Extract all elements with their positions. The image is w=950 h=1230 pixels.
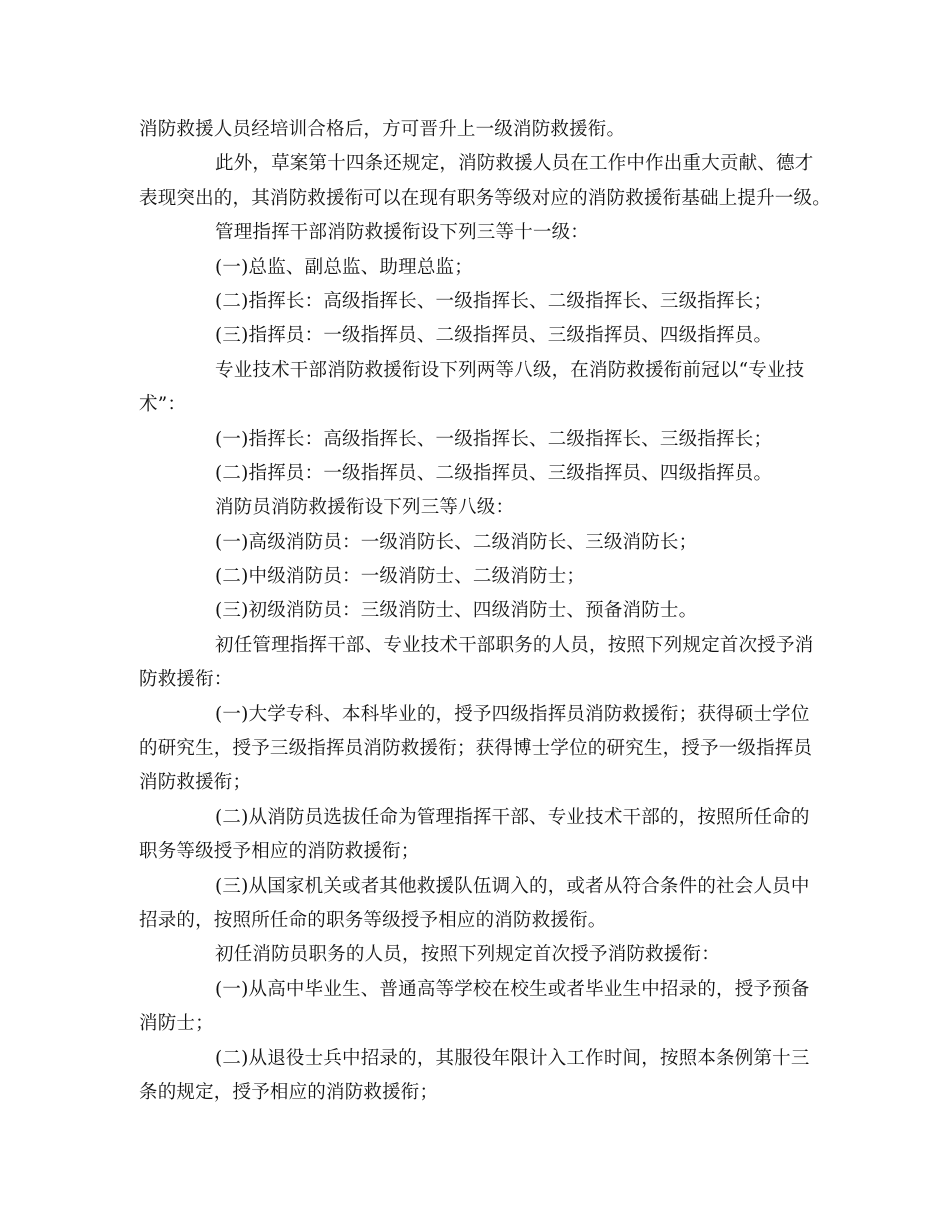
text-line: (二)指挥员：一级指挥员、二级指挥员、三级指挥员、四级指挥员。 [215,462,773,484]
text-line: (二)中级消防员：一级消防士、二级消防士； [215,566,586,588]
document-body [139,113,831,1110]
text-line: 的研究生，授予三级指挥员消防救援衔；获得博士学位的研究生，授予一级指挥员 [139,738,813,760]
text-line: 术”： [139,394,187,416]
text-line: 条的规定，授予相应的消防救援衔； [139,1081,439,1103]
text-line: 管理指挥干部消防救援衔设下列三等十一级： [215,222,590,244]
text-line: 消防员消防救援衔设下列三等八级： [215,497,515,519]
text-line: 职务等级授予相应的消防救援衔； [139,841,420,863]
text-line: (一)从高中毕业生、普通高等学校在校生或者毕业生中招录的，授予预备 [215,978,810,1000]
text-line: 防救援衔： [139,669,233,691]
text-line: 消防士； [139,1013,214,1035]
text-line: (三)指挥员：一级指挥员、二级指挥员、三级指挥员、四级指挥员。 [215,325,773,347]
text-line: 招录的，按照所任命的职务等级授予相应的消防救援衔。 [139,909,607,931]
text-line: 专业技术干部消防救援衔设下列两等八级，在消防救援衔前冠以“专业技 [215,359,805,381]
text-line: (三)初级消防员：三级消防士、四级消防士、预备消防士。 [215,600,698,622]
text-line: 消防救援衔； [139,772,252,794]
text-line: (一)高级消防员：一级消防长、二级消防长、三级消防长； [215,531,698,553]
text-line: (一)大学专科、本科毕业的，授予四级指挥员消防救援衔；获得硕士学位 [215,703,810,725]
text-line: 初任管理指挥干部、专业技术干部职务的人员，按照下列规定首次授予消 [215,634,814,656]
text-line: (二)指挥长：高级指挥长、一级指挥长、二级指挥长、三级指挥长； [215,290,773,312]
text-line: 此外，草案第十四条还规定，消防救援人员在工作中作出重大贡献、德才 [215,153,814,175]
text-line: (二)从退役士兵中招录的，其服役年限计入工作时间，按照本条例第十三 [215,1047,810,1069]
text-line: (三)从国家机关或者其他救援队伍调入的，或者从符合条件的社会人员中 [215,875,810,897]
text-line: (一)总监、副总监、助理总监； [215,256,473,278]
text-line: 初任消防员职务的人员，按照下列规定首次授予消防救援衔： [215,944,720,966]
text-line: (二)从消防员选拔任命为管理指挥干部、专业技术干部的，按照所任命的 [215,806,810,828]
text-line: (一)指挥长：高级指挥长、一级指挥长、二级指挥长、三级指挥长； [215,428,773,450]
text-line: 消防救援人员经培训合格后，方可晋升上一级消防救援衔。 [139,119,626,140]
text-line: 表现突出的，其消防救援衔可以在现有职务等级对应的消防救援衔基础上提升一级。 [139,187,831,209]
